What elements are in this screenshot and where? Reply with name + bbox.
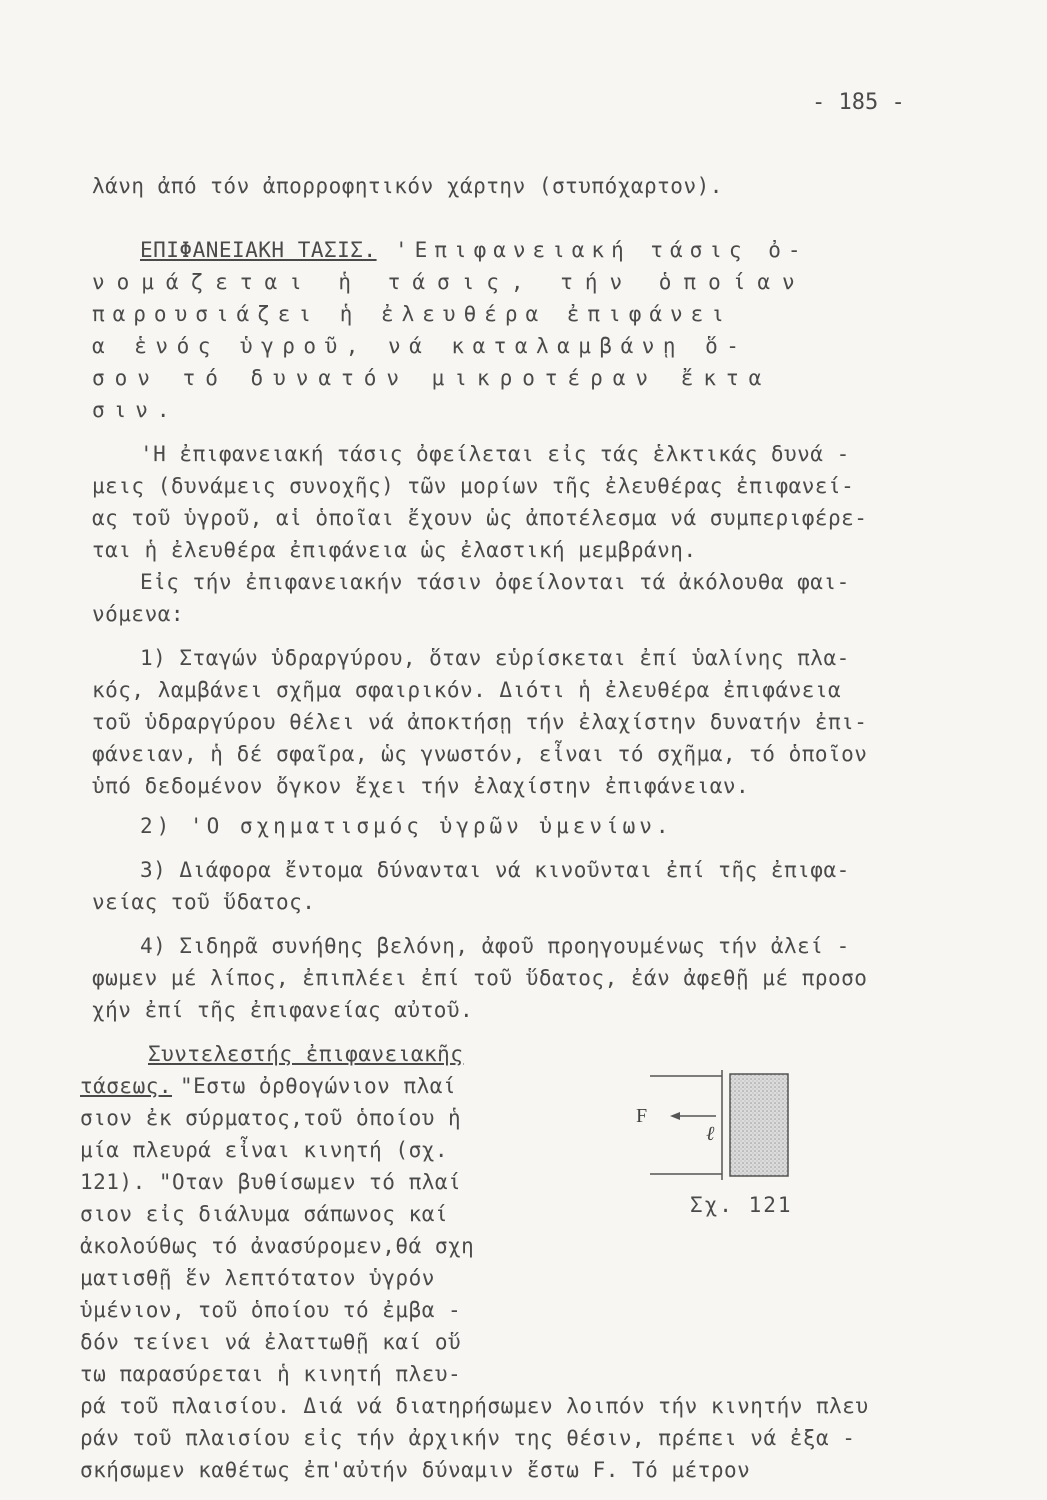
text-line: ὑπό δεδομένον ὄγκον ἔχει τήν ἐλαχίστην ἐπιφάνειαν. xyxy=(92,774,750,798)
force-label: F xyxy=(636,1105,648,1127)
text-line: σιον εἰς διάλυμα σάπωνος καί xyxy=(80,1202,449,1226)
text-line: νείας τοῦ ὕδατος. xyxy=(92,890,316,914)
section-heading-cont: τάσεως. xyxy=(80,1074,173,1098)
text-line: Εἰς τήν ἐπιφανειακήν τάσιν ὀφείλονται τά ἀκόλουθα φαι- xyxy=(140,570,850,594)
text-line: δόν τείνει νά ἐλαττωθῇ καί οὕ xyxy=(80,1330,462,1354)
text-line: τω παρασύρεται ἡ κινητή πλευ- xyxy=(80,1362,462,1386)
text-line: "Εστω ὀρθογώνιον πλαί xyxy=(180,1074,457,1098)
text-line: μεις (δυνάμεις συνοχῆς) τῶν μορίων τῆς ἐλευθέρας ἐπιφανεί- xyxy=(92,474,855,498)
arrow-head-icon xyxy=(670,1112,680,1120)
text-line: 2) 'Ο σχηματισμός ὑγρῶν ὑμενίων. xyxy=(140,814,673,838)
text-line: παρουσιάζει ἡ ἐλευθέρα ἐπιφάνει xyxy=(92,302,732,326)
figure-caption: Σχ. 121 xyxy=(690,1193,793,1217)
text-line: ας τοῦ ὑγροῦ, αἱ ὁποῖαι ἔχουν ὡς ἀποτέλεσμα νά συμπεριφέρε- xyxy=(92,506,868,530)
text-line: 3) Διάφορα ἔντομα δύνανται νά κινοῦνται ἐπί τῆς ἐπιφα- xyxy=(140,858,850,882)
section-heading: ΕΠΙΦΑΝΕΙΑΚΗ ΤΑΣΙΣ. xyxy=(140,238,377,262)
text-line: κός, λαμβάνει σχῆμα σφαιρικόν. Διότι ἡ ἐλευθέρα ἐπιφάνεια xyxy=(92,678,842,702)
text-line: ρά τοῦ πλαισίου. Διά νά διατηρήσωμεν λοιπόν τήν κινητήν πλευ xyxy=(80,1394,869,1418)
text-line: 4) Σιδηρᾶ συνήθης βελόνη, ἀφοῦ προηγουμένως τήν ἀλεί - xyxy=(140,934,850,958)
text-line: σον τό δυνατόν μικροτέραν ἔκτα xyxy=(92,366,772,390)
text-line: σιν. xyxy=(92,398,179,422)
page-number: - 185 - xyxy=(812,90,905,115)
text-line: σκήσωμεν καθέτως ἐπ'αὐτήν δύναμιν ἔστω F. Τό μέτρον xyxy=(80,1458,751,1482)
text-line: φάνειαν, ἡ δέ σφαῖρα, ὡς γνωστόν, εἶναι τό σχῆμα, τό ὁποῖον xyxy=(92,742,868,766)
text-line: ματισθῇ ἕν λεπτότατον ὑγρόν xyxy=(80,1266,435,1290)
text-line: α ἑνός ὑγροῦ, νά καταλαμβάνῃ ὅ- xyxy=(92,334,748,358)
text-line: τοῦ ὑδραργύρου θέλει νά ἀποκτήσῃ τήν ἐλαχίστην δυνατήν ἐπι- xyxy=(92,710,868,734)
text-line: λάνη ἀπό τόν ἀπορροφητικόν χάρτην (στυπόχαρτον). xyxy=(92,174,723,198)
text-line: 121). "Οταν βυθίσωμεν τό πλαί xyxy=(80,1170,462,1194)
text-line: ράν τοῦ πλαισίου εἰς τήν ἀρχικήν της θέσιν, πρέπει νά ἐξα - xyxy=(80,1426,856,1450)
text-line: μία πλευρά εἶναι κινητή (σχ. xyxy=(80,1138,449,1162)
section-heading: Συντελεστής ἐπιφανειακῆς xyxy=(148,1042,464,1066)
text-line: 'Επιφανειακή τάσις ὀ- xyxy=(395,238,808,262)
text-line: 'Η ἐπιφανειακή τάσις ὀφείλεται εἰς τάς ἑλκτικάς δυνά - xyxy=(140,442,850,466)
text-line: χήν ἐπί τῆς ἐπιφανείας αὐτοῦ. xyxy=(92,998,474,1022)
wire-frame-figure xyxy=(630,1070,790,1180)
text-line: νόμενα: xyxy=(92,602,185,626)
text-line: ὑμένιον, τοῦ ὁποίου τό ἐμβα - xyxy=(80,1298,462,1322)
text-line: ται ἡ ἐλευθέρα ἐπιφάνεια ὡς ἐλαστική μεμβράνη. xyxy=(92,538,697,562)
text-line: φωμεν μέ λίπος, ἐπιπλέει ἐπί τοῦ ὕδατος, ἐάν ἀφεθῇ μέ προσο xyxy=(92,966,868,990)
text-line: 1) Σταγών ὑδραργύρου, ὅταν εὑρίσκεται ἐπί ὑαλίνης πλα- xyxy=(140,646,850,670)
text-line: νομάζεται ἡ τάσις, τήν ὁποίαν xyxy=(92,270,807,294)
text-line: ἀκολούθως τό ἀνασύρομεν,θά σχη xyxy=(80,1234,475,1258)
text-line: σιον ἐκ σύρματος,τοῦ ὁποίου ἡ xyxy=(80,1106,462,1130)
length-label: ℓ xyxy=(706,1123,715,1145)
soap-film xyxy=(730,1074,788,1176)
